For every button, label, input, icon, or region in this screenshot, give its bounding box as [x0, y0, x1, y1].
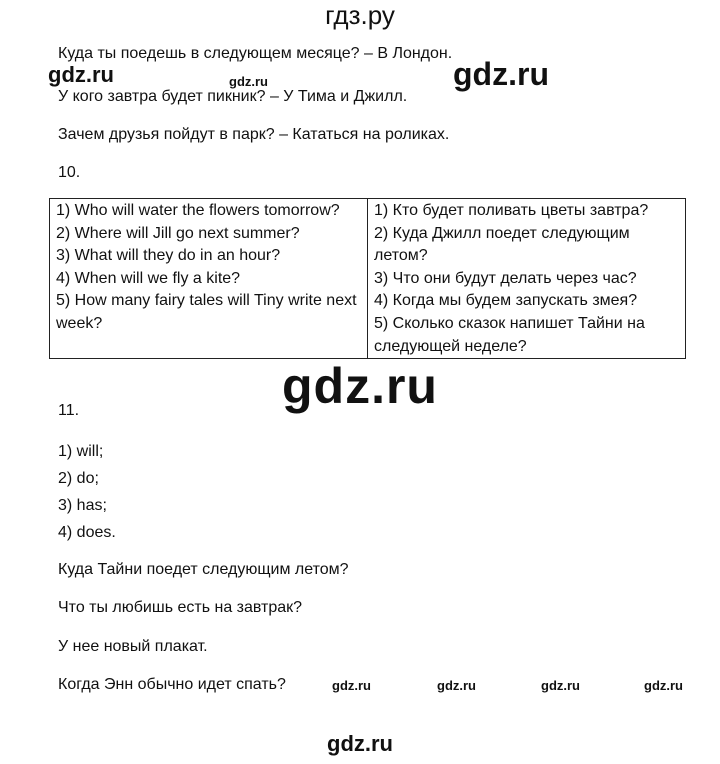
answer-item: 3) has; — [58, 497, 107, 514]
answer-line: Зачем друзья пойдут в парк? – Кататься на роликах. — [58, 126, 450, 143]
watermark: gdz.ru — [332, 678, 371, 693]
table-item: 3) Что они будут делать через час? — [374, 269, 637, 287]
table-item: 5) Сколько сказок напишет Тайни на следующей неделе? — [374, 314, 645, 355]
site-header: гдз.ру — [325, 0, 395, 30]
answer-sentence: Когда Энн обычно идет спать? — [58, 676, 286, 693]
watermark: gdz.ru — [541, 678, 580, 693]
watermark: gdz.ru — [229, 74, 268, 89]
exercise-number: 10. — [58, 164, 81, 181]
answer-item: 4) does. — [58, 524, 116, 541]
answer-sentence: Что ты любишь есть на завтрак? — [58, 599, 303, 616]
watermark: gdz.ru — [282, 358, 438, 414]
table-item: 5) How many fairy tales will Tiny write next week? — [56, 292, 357, 332]
translation-table — [49, 198, 686, 359]
watermark: gdz.ru — [327, 731, 393, 756]
table-item: 4) Когда мы будем запускать змея? — [374, 292, 638, 310]
table-item: 2) Куда Джилл поедет следующим летом? — [374, 224, 630, 265]
table-item: 1) Who will water the flowers tomorrow? — [56, 202, 340, 219]
english-questions — [50, 199, 368, 359]
table-item: 2) Where will Jill go next summer? — [56, 224, 300, 242]
table-item: 3) What will they do in an hour? — [56, 247, 281, 265]
answer-line: Куда ты поедешь в следующем месяце? – В Лондон. — [58, 45, 453, 62]
russian-questions — [368, 199, 686, 359]
watermark: gdz.ru — [644, 678, 683, 693]
exercise-number: 11. — [58, 402, 80, 419]
answer-item: 2) do; — [58, 470, 99, 487]
table-item: 1) Кто будет поливать цветы завтра? — [374, 202, 649, 219]
answer-line: У кого завтра будет пикник? – У Тима и Джилл. — [58, 88, 408, 105]
watermark: gdz.ru — [48, 62, 114, 87]
answer-sentence: У нее новый плакат. — [58, 638, 208, 655]
table-item: 4) When will we fly a kite? — [56, 269, 241, 287]
answer-item: 1) will; — [58, 443, 104, 460]
watermark: gdz.ru — [453, 56, 549, 92]
watermark: gdz.ru — [437, 678, 476, 693]
answer-sentence: Куда Тайни поедет следующим летом? — [58, 561, 349, 578]
